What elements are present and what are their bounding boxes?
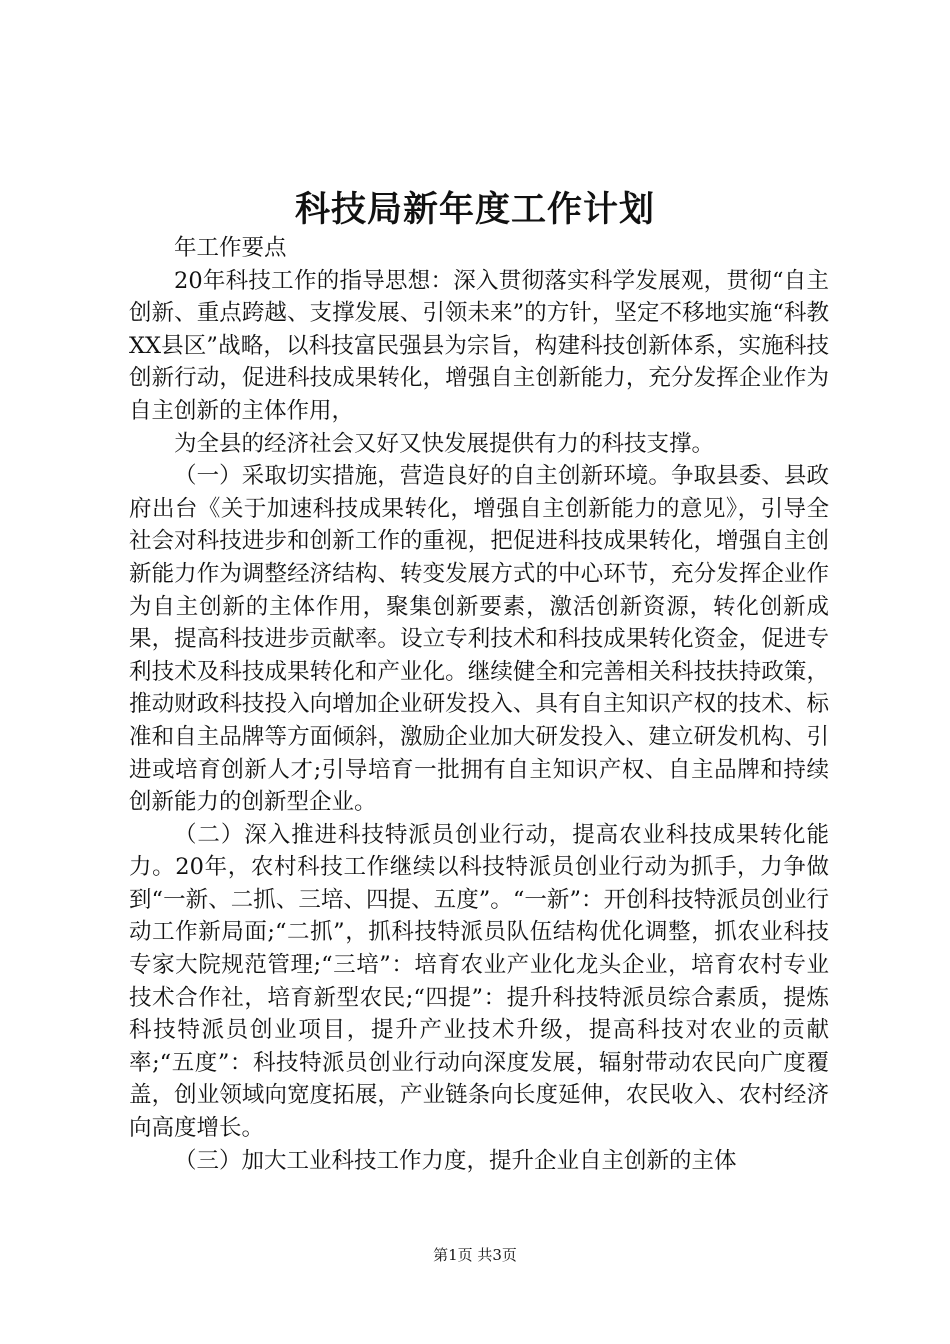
paragraph-section-3: （三）加大工业科技工作力度，提升企业自主创新的主体 (174, 1147, 737, 1174)
paragraph-guiding-thought: 20年科技工作的指导思想：深入贯彻落实科学发展观，贯彻“自主创新、重点跨越、支撑发展、引领未来”的方针，坚定不移地实施“科教XX县区”战略，以科技富民强县为宗旨，构建科技创新体系，实施科技创新行动，促进科技成果转化，增强自主创新能力，充分发挥企业作为自主创新的主体作用， (129, 267, 829, 424)
document-body (129, 232, 829, 1177)
paragraph-section-2: （二）深入推进科技特派员创业行动，提高农业科技成果转化能力。20年，农村科技工作继续以科技特派员创业行动为抓手，力争做到“一新、二抓、三培、四提、五度”。“一新”：开创科技特派员创业行动工作新局面;“二抓”，抓科技特派员队伍结构优化调整，抓农业科技专家大院规范管理;“三培”：培育农业产业化龙头企业，培育农村专业技术合作社，培育新型农民;“四提”：提升科技特派员综合素质，提炼科技特派员创业项目，提升产业技术升级，提高科技对农业的贡献率;“五度”：科技特派员创业行动向深度发展，辐射带动农民向广度覆盖，创业领域向宽度拓展，产业链条向长度延伸，农民收入、农村经济向高度增长。 (129, 821, 829, 1142)
paragraph-support: 为全县的经济社会又好又快发展提供有力的科技支撑。 (174, 430, 715, 457)
document-title: 科技局新年度工作计划 (294, 189, 655, 230)
page-footer: 第1页 共3页 (433, 1246, 517, 1264)
paragraph-subheading: 年工作要点 (174, 235, 287, 261)
paragraph-section-1: （一）采取切实措施，营造良好的自主创新环境。争取县委、县政府出台《关于加速科技成果转化，增强自主创新能力的意见》，引导全社会对科技进步和创新工作的重视，把促进科技成果转化，增强自主创新能力作为调整经济结构、转变发展方式的中心环节，充分发挥企业作为自主创新的主体作用，聚集创新要素，激活创新资源，转化创新成果，提高科技进步贡献率。设立专利技术和科技成果转化资金，促进专利技术及科技成果转化和产业化。继续健全和完善相关科技扶持政策，推动财政科技投入向增加企业研发投入、具有自主知识产权的技术、标准和自主品牌等方面倾斜，激励企业加大研发投入、建立研发机构、引进或培育创新人才;引导培育一批拥有自主知识产权、自主品牌和持续创新能力的创新型企业。 (129, 463, 829, 816)
